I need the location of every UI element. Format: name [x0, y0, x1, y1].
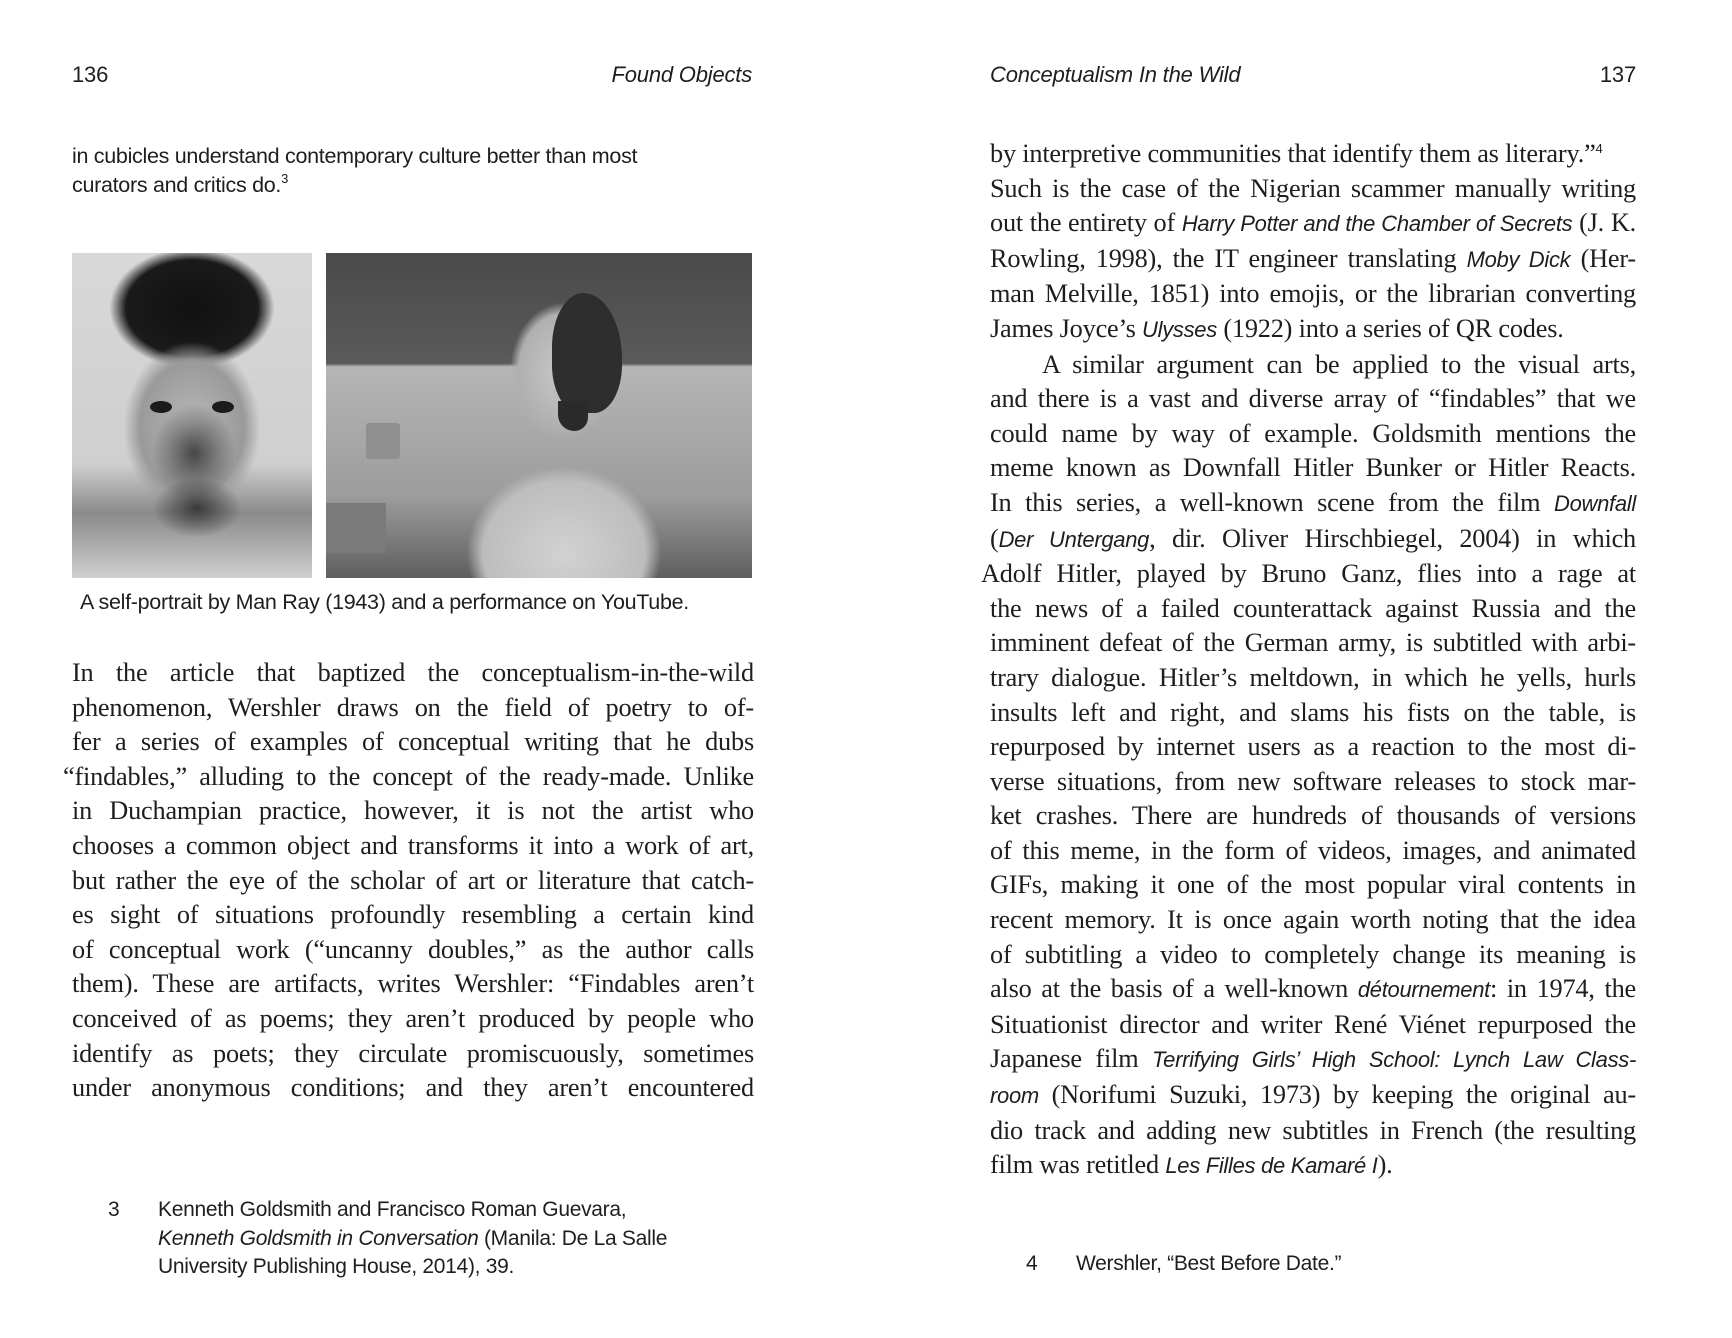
eye-shape [212, 401, 234, 413]
text-line: under anonymous conditions; and they aren’t encountered [72, 1073, 754, 1103]
text-line: Rowling, 1998), the IT engineer translating Moby Dick (Her- [990, 243, 1636, 273]
text-line: trary dialogue. Hitler’s meltdown, in which he yells, hurls [990, 662, 1636, 692]
right-page [866, 0, 1732, 1338]
text-line: and there is a vast and diverse array of “findables” that we [990, 384, 1636, 414]
intro-line: curators and critics do.$^3$ [72, 171, 289, 197]
text-line: the news of a failed counterattack against Russia and the [990, 593, 1636, 623]
text-line: In the article that baptized the conceptualism-in-the-wild [72, 658, 754, 687]
text-line: Situationist director and writer René Viénet repurposed the [990, 1009, 1636, 1039]
text-line: repurposed by internet users as a reaction to the most di- [990, 732, 1636, 762]
beard-shape [152, 478, 242, 538]
hair-shape [552, 293, 622, 413]
text-line: “findables,” alluding to the concept of the ready-made. Unlike [63, 761, 754, 791]
text-line: man Melville, 1851) into emojis, or the librarian converting [990, 279, 1636, 309]
body-text-left [63, 656, 754, 1106]
text-line: of this meme, in the form of videos, images, and animated [990, 835, 1636, 865]
text-line: but rather the eye of the scholar of art or literature that catch- [72, 865, 754, 895]
text-line: by interpretive communities that identify them as literary.”$^4$ [990, 139, 1603, 168]
text-line: dio track and adding new subtitles in French (the resulting [990, 1115, 1636, 1145]
text-line: could name by way of example. Goldsmith mentions the [990, 418, 1636, 448]
text-line: (Der Untergang, dir. Oliver Hirschbiegel, 2004) in which [990, 523, 1636, 553]
text-line: verse situations, from new software releases to stock mar- [990, 766, 1636, 796]
laptop-shape [326, 503, 386, 553]
body-text-right [981, 137, 1636, 1184]
page-number-right: 137 [1599, 62, 1636, 87]
text-line: them). These are artifacts, writes Wershler: “Findables aren’t [72, 969, 754, 999]
text-line: of conceptual work (“uncanny doubles,” as the author calls [72, 934, 754, 964]
text-line: conceived of as poems; they aren’t produced by people who [72, 1003, 754, 1033]
footnote-ref-3[interactable]: 3 [281, 171, 289, 186]
text-line: insults left and right, and slams his fists on the table, is [990, 697, 1636, 727]
text-line: Such is the case of the Nigerian scammer manually writing [990, 173, 1636, 203]
text-line: es sight of situations profoundly resembling a certain kind [72, 900, 754, 930]
text-line: ket crashes. There are hundreds of thousands of versions [990, 801, 1636, 831]
text-line: fer a series of examples of conceptual writing that he dubs [72, 727, 754, 757]
youtube-performance-image [326, 253, 752, 578]
footnote-text: Wershler, “Best Before Date.” [1076, 1252, 1342, 1275]
figure-caption: A self-portrait by Man Ray (1943) and a performance on YouTube. [80, 590, 689, 614]
beard-shape [558, 401, 588, 431]
text-line: GIFs, making it one of the most popular viral contents in [990, 870, 1636, 900]
text-line: A similar argument can be applied to the visual arts, [1042, 349, 1636, 379]
text-line: imminent defeat of the German army, is subtitled with arbi- [990, 628, 1636, 658]
text-line: identify as poets; they circulate promiscuously, sometimes [72, 1038, 754, 1068]
footnote-ref-4[interactable]: 4 [1595, 141, 1603, 156]
text-line: In this series, a well-known scene from the film Downfall [990, 487, 1636, 517]
text-line: phenomenon, Wershler draws on the field of poetry to of- [72, 692, 754, 722]
text-line: out the entirety of Harry Potter and the Chamber of Secrets (J. K. [990, 208, 1636, 238]
text-line: recent memory. It is once again worth noting that the idea [990, 905, 1636, 935]
text-line: James Joyce’s Ulysses (1922) into a series of QR codes. [990, 313, 1564, 343]
man-ray-self-portrait-image [72, 253, 312, 578]
footnote-text: Kenneth Goldsmith and Francisco Roman Guevara, Kenneth Goldsmith in Conversation (Manila: De La Salle University Publishing House, 2014), 39. [158, 1198, 668, 1278]
footnote-number: 4 [1026, 1252, 1038, 1275]
text-line: meme known as Downfall Hitler Bunker or Hitler Reacts. [990, 453, 1636, 483]
text-line: room (Norifumi Suzuki, 1973) by keeping the original au- [990, 1080, 1636, 1110]
text-line: Adolf Hitler, played by Bruno Ganz, flies into a rage at [981, 559, 1636, 589]
intro-line: in cubicles understand contemporary culture better than most [72, 144, 638, 168]
text-line: Japanese film Terrifying Girls’ High School: Lynch Law Class- [990, 1044, 1636, 1074]
footnote-number: 3 [108, 1198, 120, 1221]
text-line: film was retitled Les Filles de Kamaré I). [990, 1150, 1393, 1180]
text-line: of subtitling a video to completely change its meaning is [990, 939, 1636, 969]
running-title-right: Conceptualism In the Wild [990, 62, 1241, 87]
eye-shape [150, 401, 172, 413]
running-title-left: Found Objects [611, 62, 752, 87]
text-line: in Duchampian practice, however, it is not the artist who [72, 796, 754, 826]
intro-paragraph [72, 142, 637, 200]
text-line: also at the basis of a well-known détournement: in 1974, the [990, 974, 1636, 1004]
text-line: chooses a common object and transforms it into a work of art, [72, 830, 754, 860]
page-number-left: 136 [72, 62, 109, 87]
lamp-shape [366, 423, 400, 459]
